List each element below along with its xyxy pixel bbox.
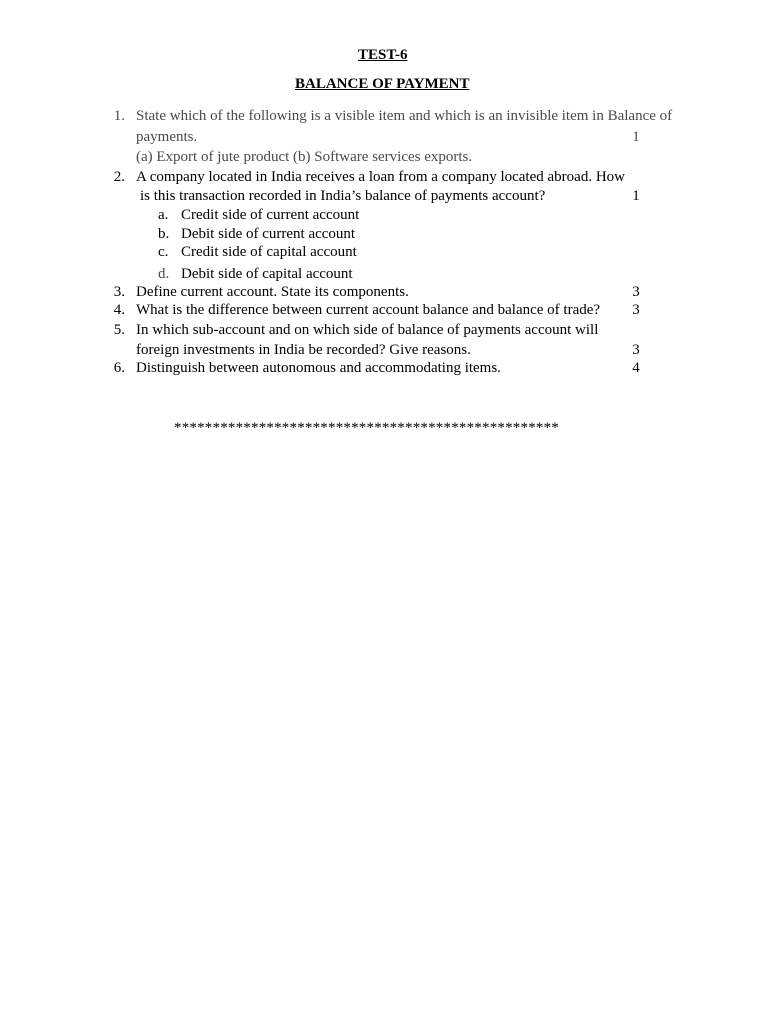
option-text: Debit side of capital account [181,266,353,282]
question-text: Distinguish between autonomous and accommodating items. [136,360,501,376]
question-number: 5. [113,322,125,338]
question-number: 2. [113,169,125,185]
question-marks: 3 [632,284,640,300]
question-number: 3. [113,284,125,300]
question-text: In which sub-account and on which side of balance of payments account will [136,322,599,338]
test-title: TEST-6 [358,47,408,63]
option-text: Credit side of current account [181,207,360,223]
question-text: A company located in India receives a loan from a company located abroad. How [136,169,625,185]
option-label: b. [158,226,170,242]
question-text: What is the difference between current account balance and balance of trade? [136,302,601,318]
question-marks: 1 [632,188,640,204]
question-text: Define current account. State its components. [136,284,409,300]
option-text: Credit side of capital account [181,244,357,260]
question-number: 4. [113,302,125,318]
question-number: 6. [113,360,125,376]
question-marks: 4 [632,360,640,376]
page-title: BALANCE OF PAYMENT [295,76,470,92]
option-label: c. [158,244,169,260]
question-marks: 3 [632,342,640,358]
option-text: Debit side of current account [181,226,356,242]
question-marks: 3 [632,302,640,318]
question-marks: 1 [632,129,640,145]
end-separator: ************************************************** [174,420,559,436]
question-text: State which of the following is a visible item and which is an invisible item in Balance of [136,108,673,124]
question-text: (a) Export of jute product (b) Software services exports. [136,149,473,165]
question-text: payments. [136,129,198,145]
option-label: a. [158,207,169,223]
question-number: 1. [113,108,125,124]
question-text: foreign investments in India be recorded? Give reasons. [136,342,471,358]
option-label: d. [158,266,170,282]
question-text: is this transaction recorded in India’s balance of payments account? [140,188,546,204]
